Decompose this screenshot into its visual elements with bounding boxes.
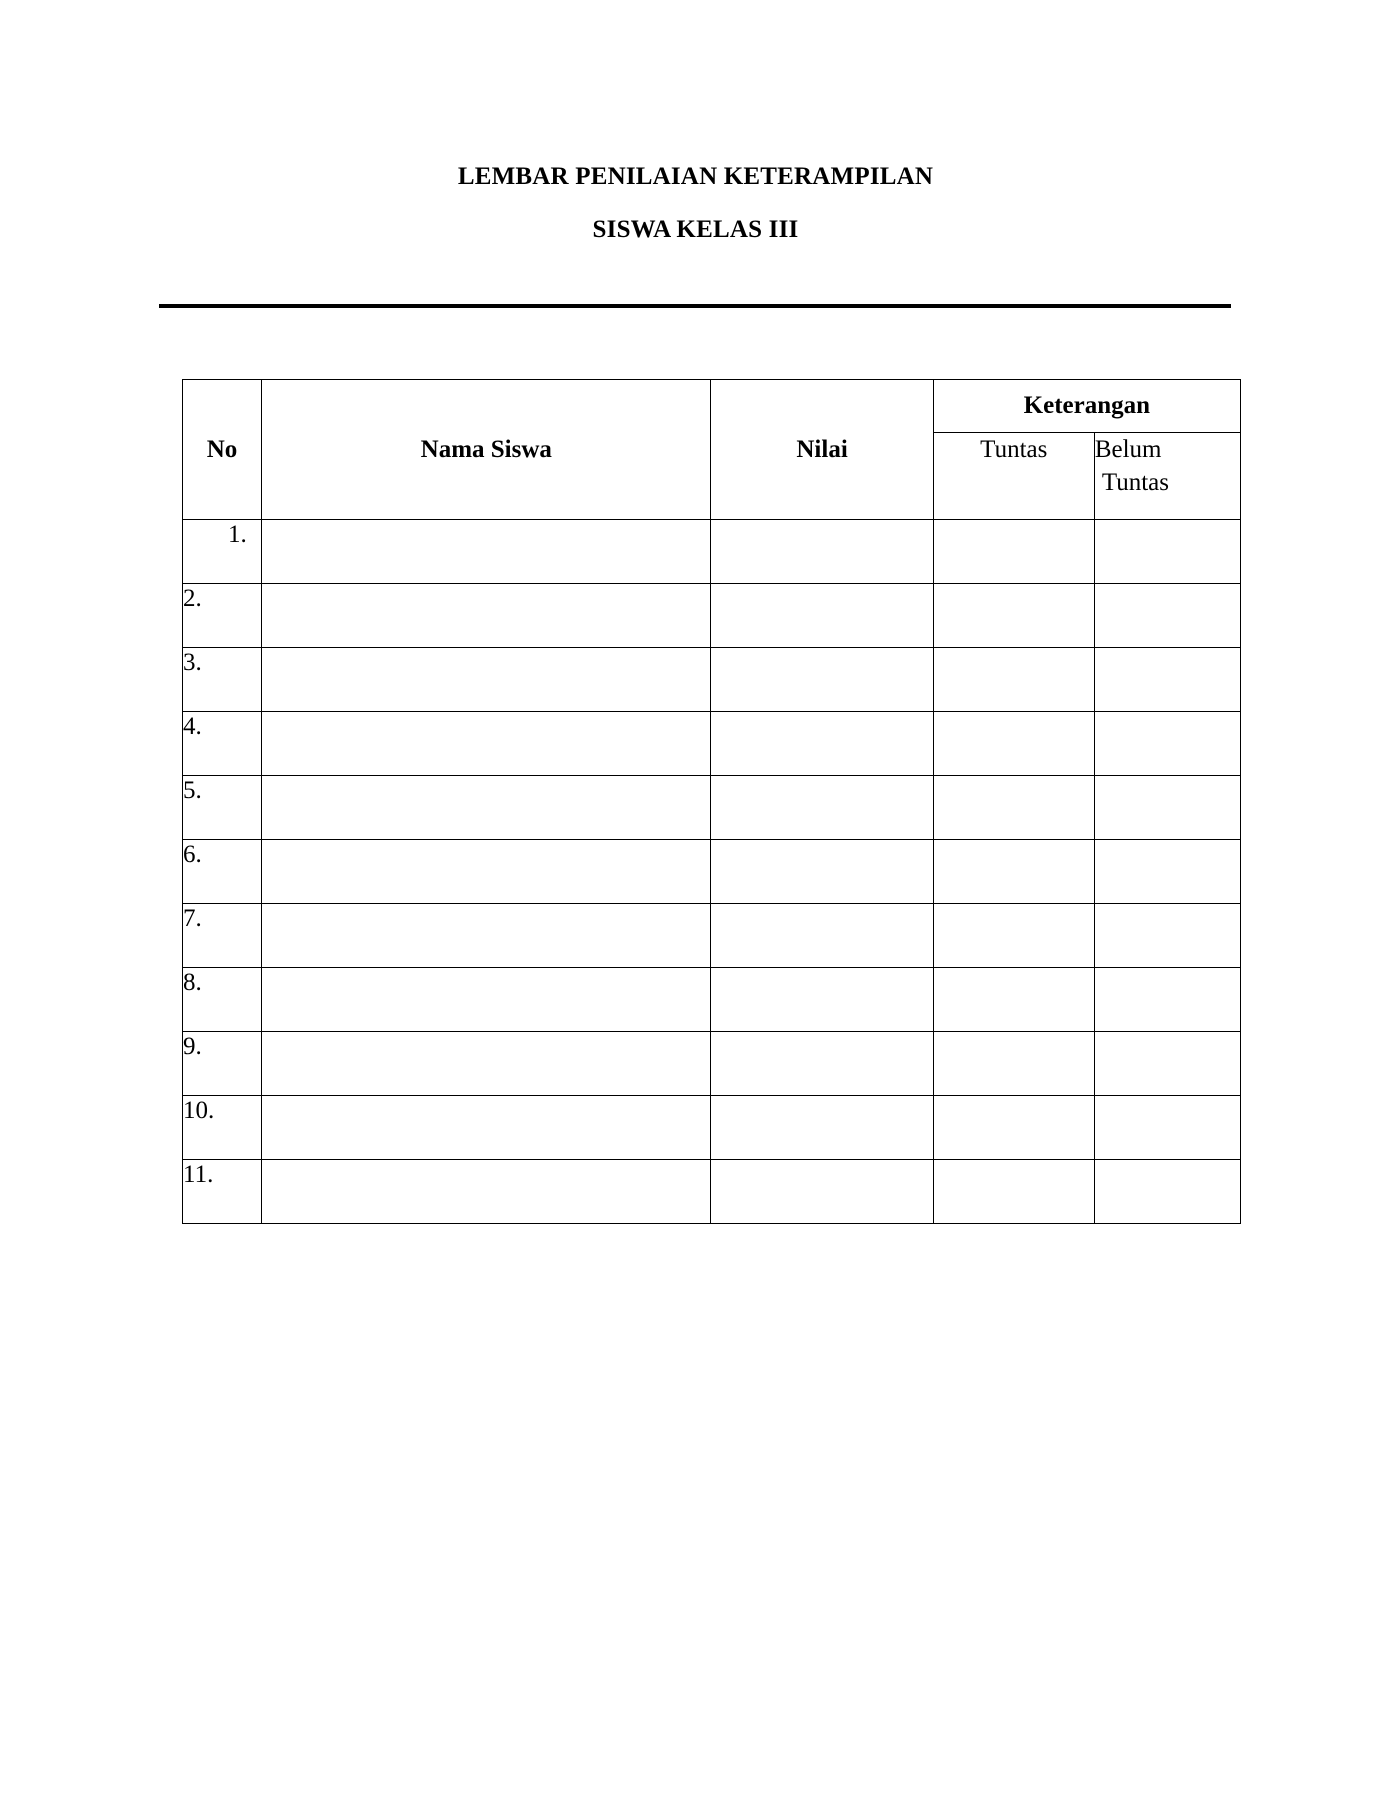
- table-row: [183, 1032, 1241, 1096]
- row-number: 3.: [183, 648, 262, 712]
- cell-nilai: [711, 968, 933, 1032]
- cell-tuntas: [933, 776, 1094, 840]
- cell-belum-tuntas: [1094, 1032, 1240, 1096]
- cell-tuntas: [933, 904, 1094, 968]
- cell-belum-tuntas: [1094, 776, 1240, 840]
- cell-tuntas: [933, 1160, 1094, 1224]
- row-number: 5.: [183, 776, 262, 840]
- table-row: [183, 840, 1241, 904]
- table-row: [183, 520, 1241, 584]
- cell-nama-siswa: [262, 968, 711, 1032]
- cell-tuntas: [933, 712, 1094, 776]
- cell-belum-tuntas: [1094, 648, 1240, 712]
- row-number: 9.: [183, 1032, 262, 1096]
- cell-nilai: [711, 1160, 933, 1224]
- row-number: 11.: [183, 1160, 262, 1224]
- cell-nilai: [711, 648, 933, 712]
- table-row: [183, 1096, 1241, 1160]
- cell-nilai: [711, 904, 933, 968]
- row-number: 7.: [183, 904, 262, 968]
- header-nama-siswa: Nama Siswa: [262, 380, 711, 520]
- table-header: [183, 380, 1241, 520]
- cell-tuntas: [933, 840, 1094, 904]
- cell-nama-siswa: [262, 1096, 711, 1160]
- cell-nama-siswa: [262, 712, 711, 776]
- table-row: [183, 904, 1241, 968]
- cell-belum-tuntas: [1094, 712, 1240, 776]
- table-row: [183, 648, 1241, 712]
- cell-nama-siswa: [262, 1032, 711, 1096]
- cell-nama-siswa: [262, 648, 711, 712]
- header-belum-tuntas: [1094, 433, 1240, 520]
- cell-belum-tuntas: [1094, 968, 1240, 1032]
- cell-tuntas: [933, 520, 1094, 584]
- cell-belum-tuntas: [1094, 840, 1240, 904]
- cell-nama-siswa: [262, 840, 711, 904]
- cell-nilai: [711, 1096, 933, 1160]
- table-row: [183, 712, 1241, 776]
- cell-belum-tuntas: [1094, 584, 1240, 648]
- row-number: 8.: [183, 968, 262, 1032]
- document-subtitle: SISWA KELAS III: [592, 216, 799, 243]
- row-number: 6.: [183, 840, 262, 904]
- table-row: [183, 1160, 1241, 1224]
- cell-nama-siswa: [262, 776, 711, 840]
- cell-tuntas: [933, 1096, 1094, 1160]
- cell-nilai: [711, 712, 933, 776]
- header-divider: [159, 304, 1231, 308]
- cell-nama-siswa: [262, 1160, 711, 1224]
- cell-belum-tuntas: [1094, 904, 1240, 968]
- document-title: LEMBAR PENILAIAN KETERAMPILAN: [457, 163, 934, 190]
- cell-nilai: [711, 1032, 933, 1096]
- table-row: [183, 584, 1241, 648]
- cell-nama-siswa: [262, 520, 711, 584]
- cell-nama-siswa: [262, 584, 711, 648]
- row-number: 10.: [183, 1096, 262, 1160]
- table-row: [183, 968, 1241, 1032]
- cell-belum-tuntas: [1094, 1096, 1240, 1160]
- assessment-table: [182, 379, 1241, 1224]
- cell-tuntas: [933, 968, 1094, 1032]
- cell-nilai: [711, 584, 933, 648]
- cell-tuntas: [933, 584, 1094, 648]
- cell-nama-siswa: [262, 904, 711, 968]
- header-nilai: Nilai: [711, 380, 933, 520]
- header-no: No: [183, 380, 262, 520]
- table-body: [183, 520, 1241, 1224]
- cell-tuntas: [933, 1032, 1094, 1096]
- header-belum-line-1: Belum: [1094, 436, 1162, 463]
- row-number: 4.: [183, 712, 262, 776]
- cell-nilai: [711, 520, 933, 584]
- cell-nilai: [711, 776, 933, 840]
- cell-tuntas: [933, 648, 1094, 712]
- header-keterangan: Keterangan: [933, 380, 1240, 433]
- cell-belum-tuntas: [1094, 1160, 1240, 1224]
- table-row: [183, 776, 1241, 840]
- row-number: 2.: [183, 584, 262, 648]
- cell-nilai: [711, 840, 933, 904]
- cell-belum-tuntas: [1094, 520, 1240, 584]
- header-belum-line-2: Tuntas: [1101, 469, 1169, 496]
- row-number: 1.: [183, 520, 262, 584]
- header-tuntas: Tuntas: [933, 433, 1094, 520]
